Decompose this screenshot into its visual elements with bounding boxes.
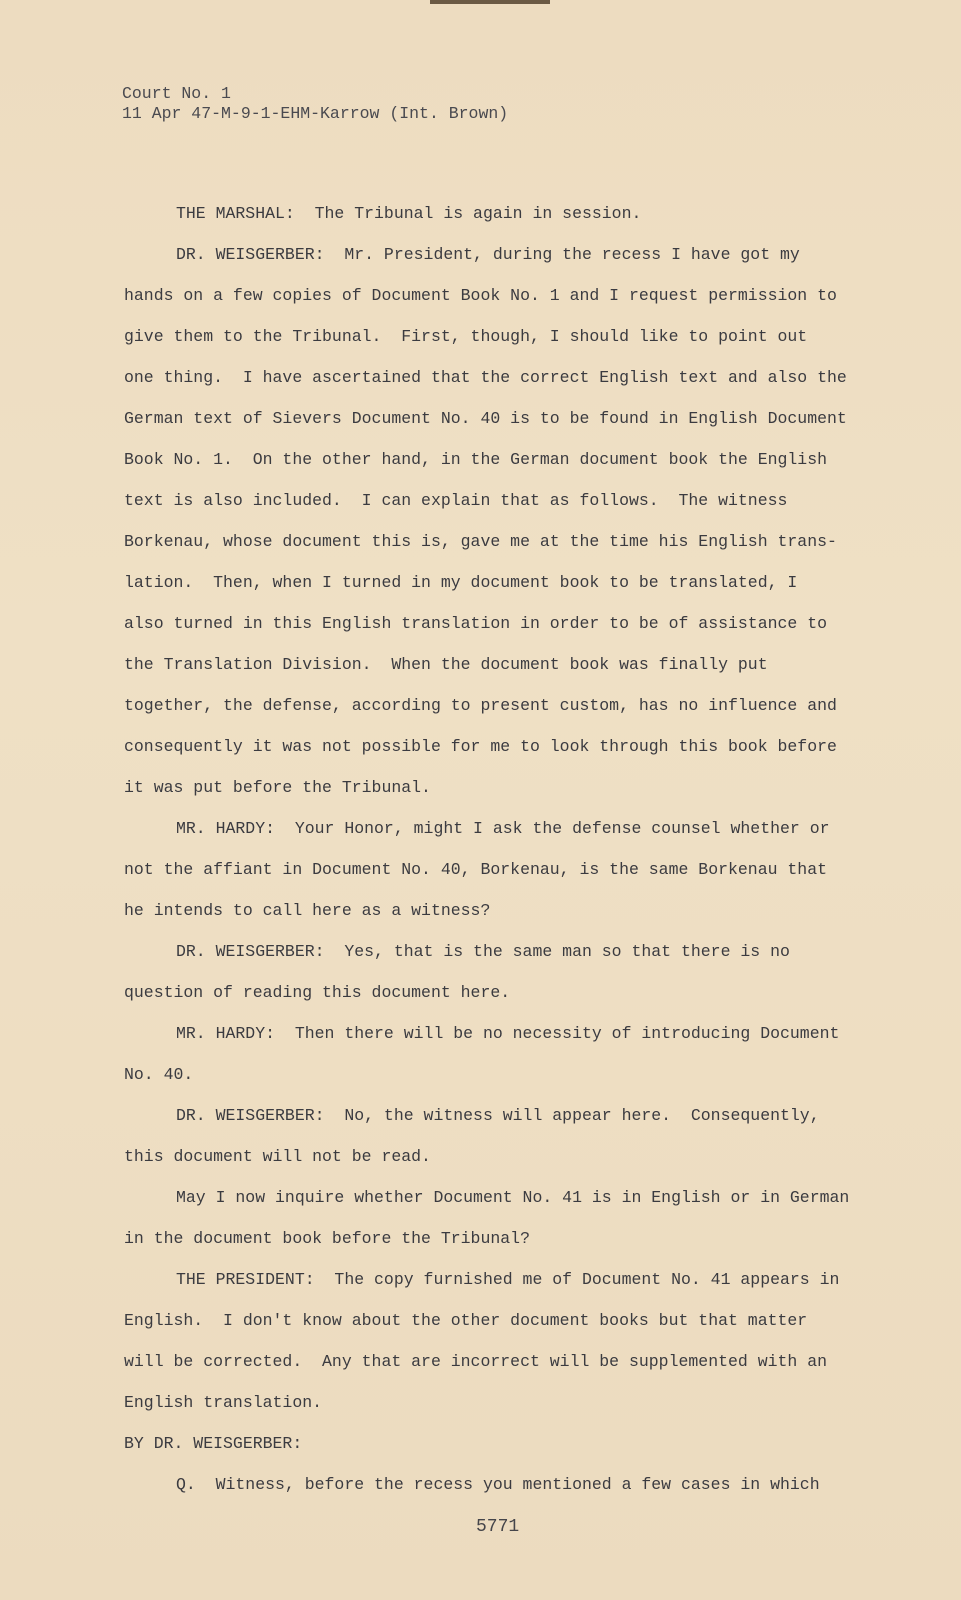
transcript-line: lation. Then, when I turned in my document book to be translated, I (124, 573, 798, 592)
transcript-line: in the document book before the Tribunal? (124, 1229, 530, 1248)
transcript-line: DR. WEISGERBER: Mr. President, during the recess I have got my (176, 245, 800, 264)
transcript-line: DR. WEISGERBER: Yes, that is the same man so that there is no (176, 942, 790, 961)
transcript-line: German text of Sievers Document No. 40 is to be found in English Document (124, 409, 847, 428)
court-number: Court No. 1 (122, 84, 231, 103)
transcript-line: THE MARSHAL: The Tribunal is again in session. (176, 204, 642, 223)
page-number: 5771 (476, 1517, 520, 1537)
transcript-line: also turned in this English translation in order to be of assistance to (124, 614, 828, 633)
staple-mark (430, 0, 550, 4)
transcript-line: English. I don't know about the other document books but that matter (124, 1311, 808, 1330)
transcript-line: MR. HARDY: Your Honor, might I ask the defense counsel whether or (176, 819, 830, 838)
transcript-line: THE PRESIDENT: The copy furnished me of Document No. 41 appears in (176, 1270, 840, 1289)
transcript-line: hands on a few copies of Document Book No. 1 and I request permission to (124, 286, 837, 305)
transcript-line: he intends to call here as a witness? (124, 901, 491, 920)
transcript-line: consequently it was not possible for me to look through this book before (124, 737, 837, 756)
transcript-line: the Translation Division. When the document book was finally put (124, 655, 768, 674)
transcript-line: one thing. I have ascertained that the correct English text and also the (124, 368, 847, 387)
transcript-line: No. 40. (124, 1065, 194, 1084)
transcript-line: not the affiant in Document No. 40, Borkenau, is the same Borkenau that (124, 860, 828, 879)
transcript-line: English translation. (124, 1393, 323, 1412)
transcript-line: will be corrected. Any that are incorrect will be supplemented with an (124, 1352, 828, 1371)
transcript-line: Borkenau, whose document this is, gave me at the time his English trans- (124, 532, 837, 551)
transcript-line: Q. Witness, before the recess you mentioned a few cases in which (176, 1475, 820, 1494)
transcript-body (124, 202, 884, 1514)
transcript-line: BY DR. WEISGERBER: (124, 1434, 303, 1453)
transcript-line: May I now inquire whether Document No. 41 is in English or in German (176, 1188, 850, 1207)
transcript-line: together, the defense, according to present custom, has no influence and (124, 696, 837, 715)
transcript-line: Book No. 1. On the other hand, in the German document book the English (124, 450, 828, 469)
transcript-line: question of reading this document here. (124, 983, 511, 1002)
transcript-line: it was put before the Tribunal. (124, 778, 431, 797)
transcript-line: text is also included. I can explain that as follows. The witness (124, 491, 788, 510)
transcript-line: this document will not be read. (124, 1147, 431, 1166)
session-identifier: 11 Apr 47-M-9-1-EHM-Karrow (Int. Brown) (122, 104, 509, 123)
transcript-line: DR. WEISGERBER: No, the witness will appear here. Consequently, (176, 1106, 820, 1125)
transcript-line: MR. HARDY: Then there will be no necessity of introducing Document (176, 1024, 840, 1043)
transcript-line: give them to the Tribunal. First, though, I should like to point out (124, 327, 808, 346)
